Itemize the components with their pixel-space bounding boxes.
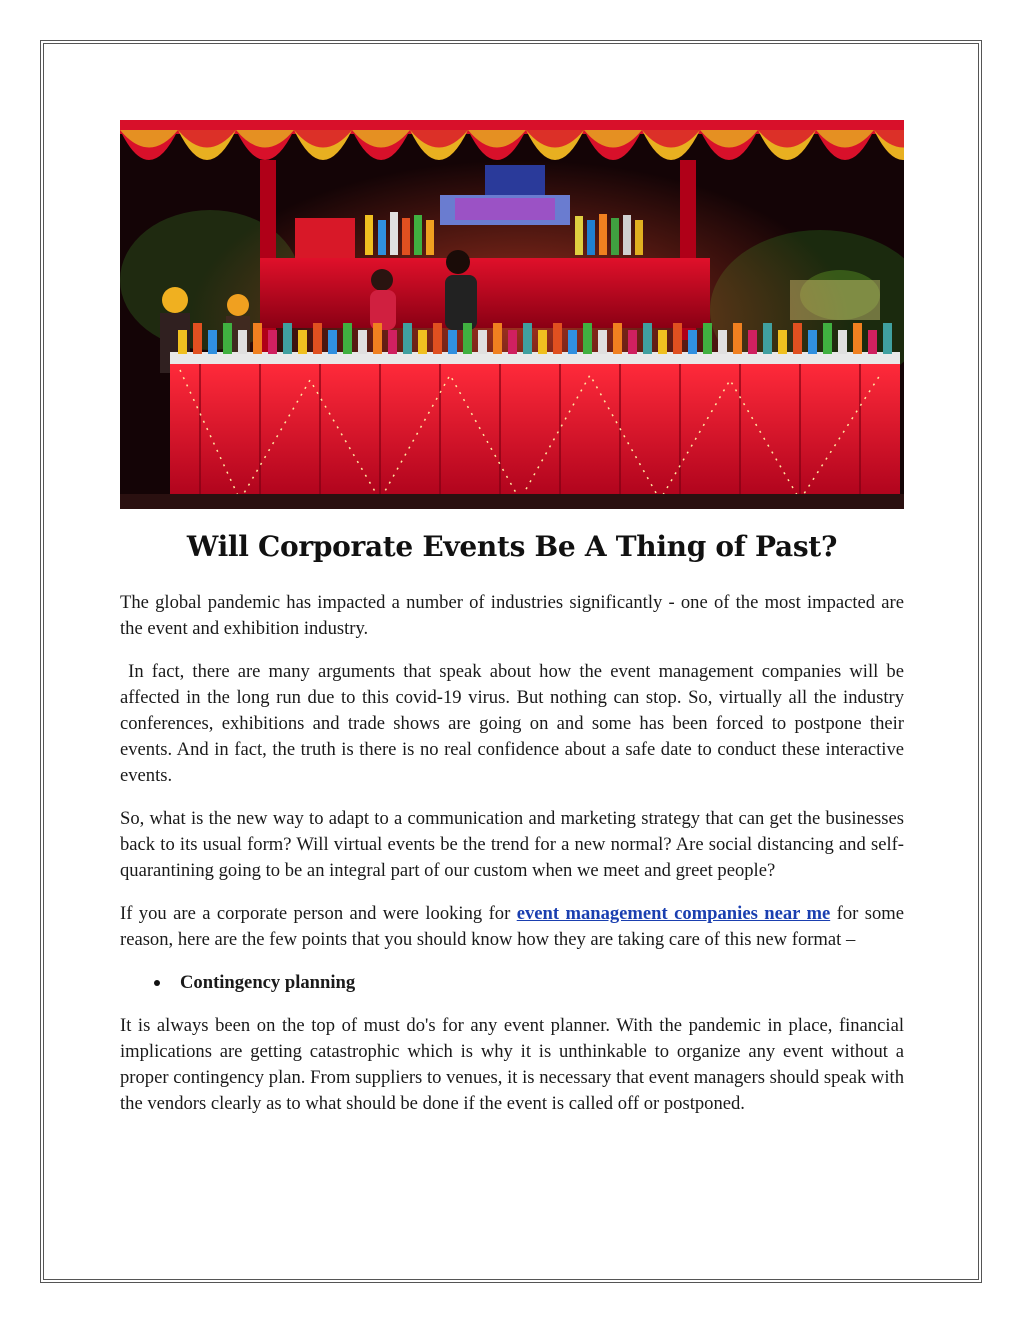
article-title: Will Corporate Events Be A Thing of Past? [186, 530, 838, 563]
bullet-icon [154, 980, 160, 986]
event-bar-photo [120, 120, 904, 509]
paragraph-1: The global pandemic has impacted a number of industries significantly - one of the most impacted are the event and exhibition industry. [120, 592, 904, 639]
bullet-label: Contingency planning [180, 972, 356, 993]
bullet-item-contingency [154, 970, 904, 996]
paragraph-2: In fact, there are many arguments that speak about how the event management companies will be affected in the long run due to this covid-19 virus. But nothing can stop. So, virtually all the industry conferences, exhibitions and trade shows are going on and some has been forced to postpone their events. And in fact, the truth is there is no real confidence about a safe date to conduct these interactive events. [120, 661, 909, 786]
paragraph-5: It is always been on the top of must do's for any event planner. With the pandemic in place, financial implications are getting catastrophic which is why it is unthinkable to organize any event without a proper contingency plan. From suppliers to venues, it is necessary that event managers should speak with the vendors clearly as to what should be done if the event is called off or postponed. [120, 1015, 904, 1114]
event-management-link[interactable]: event management companies near me [516, 903, 831, 924]
article-body [120, 590, 909, 1134]
paragraph-4-text-end: for some reason, here are the few points that you should know how they are taking care of this new format – [120, 903, 904, 950]
paragraph-4 [120, 901, 904, 953]
paragraph-4-text-start: If you are a corporate person and were looking for [120, 903, 517, 924]
paragraph-3: So, what is the new way to adapt to a communication and marketing strategy that can get the businesses back to its usual form? Will virtual events be the trend for a new normal? Are social distancing and self-quarantining going to be an integral part of our custom when we meet and greet people? [120, 808, 904, 881]
